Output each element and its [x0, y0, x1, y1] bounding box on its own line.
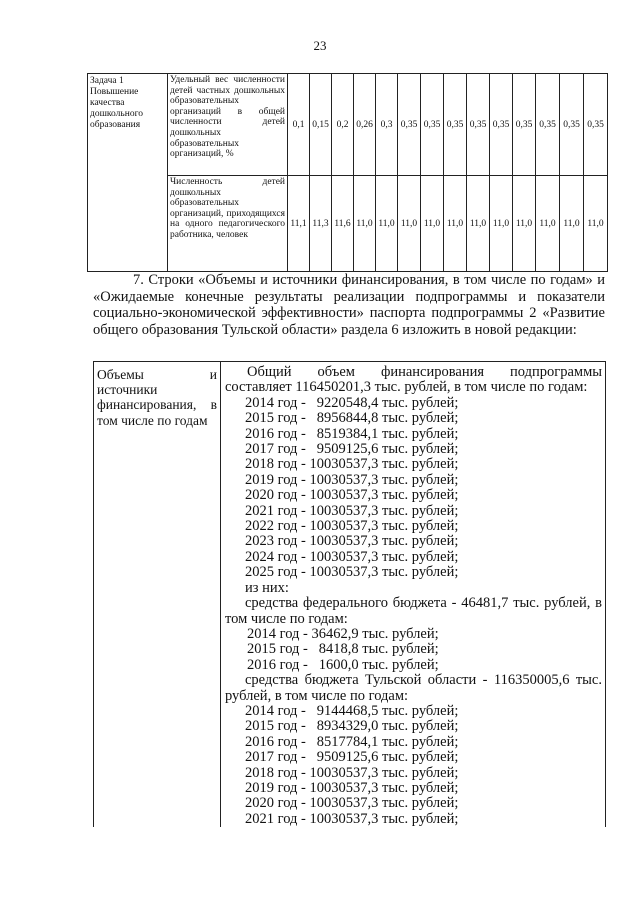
- federal-years-list: [225, 627, 602, 673]
- passport-row: [94, 362, 606, 828]
- year-line: 2017 год - 9509125,6 тыс. рублей;: [245, 441, 459, 458]
- indicator-value: 11,0: [536, 176, 560, 272]
- indicator-value: 11,6: [332, 176, 354, 272]
- year-line: 2024 год - 10030537,3 тыс. рублей;: [245, 548, 459, 565]
- passport-content: [221, 362, 606, 828]
- year-line: 2015 год - 8418,8 тыс. рублей;: [247, 641, 439, 658]
- of-them-label: из них:: [245, 579, 289, 596]
- indicator-value: 0,2: [332, 74, 354, 176]
- indicator-value: 0,3: [376, 74, 398, 176]
- indicator-value: 0,35: [421, 74, 444, 176]
- year-line: 2020 год - 10030537,3 тыс. рублей;: [245, 795, 459, 812]
- indicator-value: 0,35: [398, 74, 421, 176]
- indicator-name: Численность детей дошкольных образовательных организаций, приходящихся на одного педагогического работника, человек: [168, 176, 288, 272]
- indicator-value: 0,35: [560, 74, 584, 176]
- year-line: 2018 год - 10030537,3 тыс. рублей;: [245, 764, 459, 781]
- year-line: 2015 год - 8934329,0 тыс. рублей;: [245, 718, 459, 735]
- indicator-value: 11,0: [398, 176, 421, 272]
- year-line: 2014 год - 9144468,5 тыс. рублей;: [245, 702, 459, 719]
- indicator-value: 11,3: [310, 176, 332, 272]
- task-cell: Задача 1 Повышение качества дошкольного образования: [88, 74, 168, 272]
- year-line: 2014 год - 9220548,4 тыс. рублей;: [245, 394, 459, 411]
- indicator-value: 0,15: [310, 74, 332, 176]
- indicator-value: 11,0: [560, 176, 584, 272]
- indicator-value: 11,0: [376, 176, 398, 272]
- indicator-value: 11,0: [513, 176, 536, 272]
- year-line: 2015 год - 8956844,8 тыс. рублей;: [245, 410, 459, 427]
- passport-table: [93, 361, 606, 827]
- passport-label: Объемы и источники финансирования, в том числе по годам: [94, 362, 221, 828]
- financing-intro: Общий объем финансирования подпрограммы составляет 116450201,3 тыс. рублей, в том числе по годам:: [225, 364, 602, 396]
- year-line: 2022 год - 10030537,3 тыс. рублей;: [245, 518, 459, 535]
- page-number: 23: [313, 38, 327, 53]
- indicator-value: 0,35: [444, 74, 467, 176]
- year-line: 2021 год - 10030537,3 тыс. рублей;: [245, 502, 459, 519]
- regional-years-list: [225, 704, 602, 827]
- indicator-value: 0,1: [288, 74, 310, 176]
- year-line: 2023 год - 10030537,3 тыс. рублей;: [245, 533, 459, 550]
- indicator-value: 0,35: [490, 74, 513, 176]
- amendment-text: 7. Строки «Объемы и источники финансирования, в том числе по годам» и «Ожидаемые конечные результаты реализации подпрограммы и показатели социально-экономической эффективности» паспорта подпрограммы 2 «Развитие общего образования Тульской области» раздела 6 изложить в новой редакции:: [93, 272, 605, 338]
- indicator-value: 11,0: [444, 176, 467, 272]
- year-line: 2021 год - 10030537,3 тыс. рублей;: [245, 810, 459, 827]
- regional-budget-text: средства бюджета Тульской области - 116350005,6 тыс. рублей, в том числе по годам:: [225, 672, 602, 704]
- year-line: 2018 год - 10030537,3 тыс. рублей;: [245, 456, 459, 473]
- year-line: 2025 год - 10030537,3 тыс. рублей;: [245, 564, 459, 581]
- indicator-value: 11,0: [467, 176, 490, 272]
- indicator-value: 11,0: [421, 176, 444, 272]
- year-line: 2014 год - 36462,9 тыс. рублей;: [247, 625, 439, 642]
- indicator-name: Удельный вес численности детей частных дошкольных образовательных организаций в общей численности детей дошкольных образовательных организаций, %: [168, 74, 288, 176]
- indicator-value: 0,35: [467, 74, 490, 176]
- indicator-table: [87, 73, 608, 272]
- indicator-value: 0,35: [513, 74, 536, 176]
- indicator-row: [88, 74, 608, 176]
- indicator-value: 11,0: [354, 176, 376, 272]
- indicator-value: 0,26: [354, 74, 376, 176]
- federal-budget-text: средства федерального бюджета - 46481,7 тыс. рублей, в том числе по годам:: [225, 595, 602, 627]
- indicator-value: 11,1: [288, 176, 310, 272]
- year-line: 2020 год - 10030537,3 тыс. рублей;: [245, 487, 459, 504]
- year-line: 2016 год - 8517784,1 тыс. рублей;: [245, 733, 459, 750]
- indicator-value: 0,35: [536, 74, 560, 176]
- year-line: 2019 год - 10030537,3 тыс. рублей;: [245, 779, 459, 796]
- year-line: 2017 год - 9509125,6 тыс. рублей;: [245, 749, 459, 766]
- indicator-value: 11,0: [584, 176, 608, 272]
- indicator-value: 11,0: [490, 176, 513, 272]
- indicator-value: 0,35: [584, 74, 608, 176]
- year-line: 2016 год - 1600,0 тыс. рублей;: [247, 656, 439, 673]
- amendment-paragraph: [93, 272, 605, 338]
- total-years-list: [225, 396, 602, 581]
- year-line: 2019 год - 10030537,3 тыс. рублей;: [245, 471, 459, 488]
- year-line: 2016 год - 8519384,1 тыс. рублей;: [245, 425, 459, 442]
